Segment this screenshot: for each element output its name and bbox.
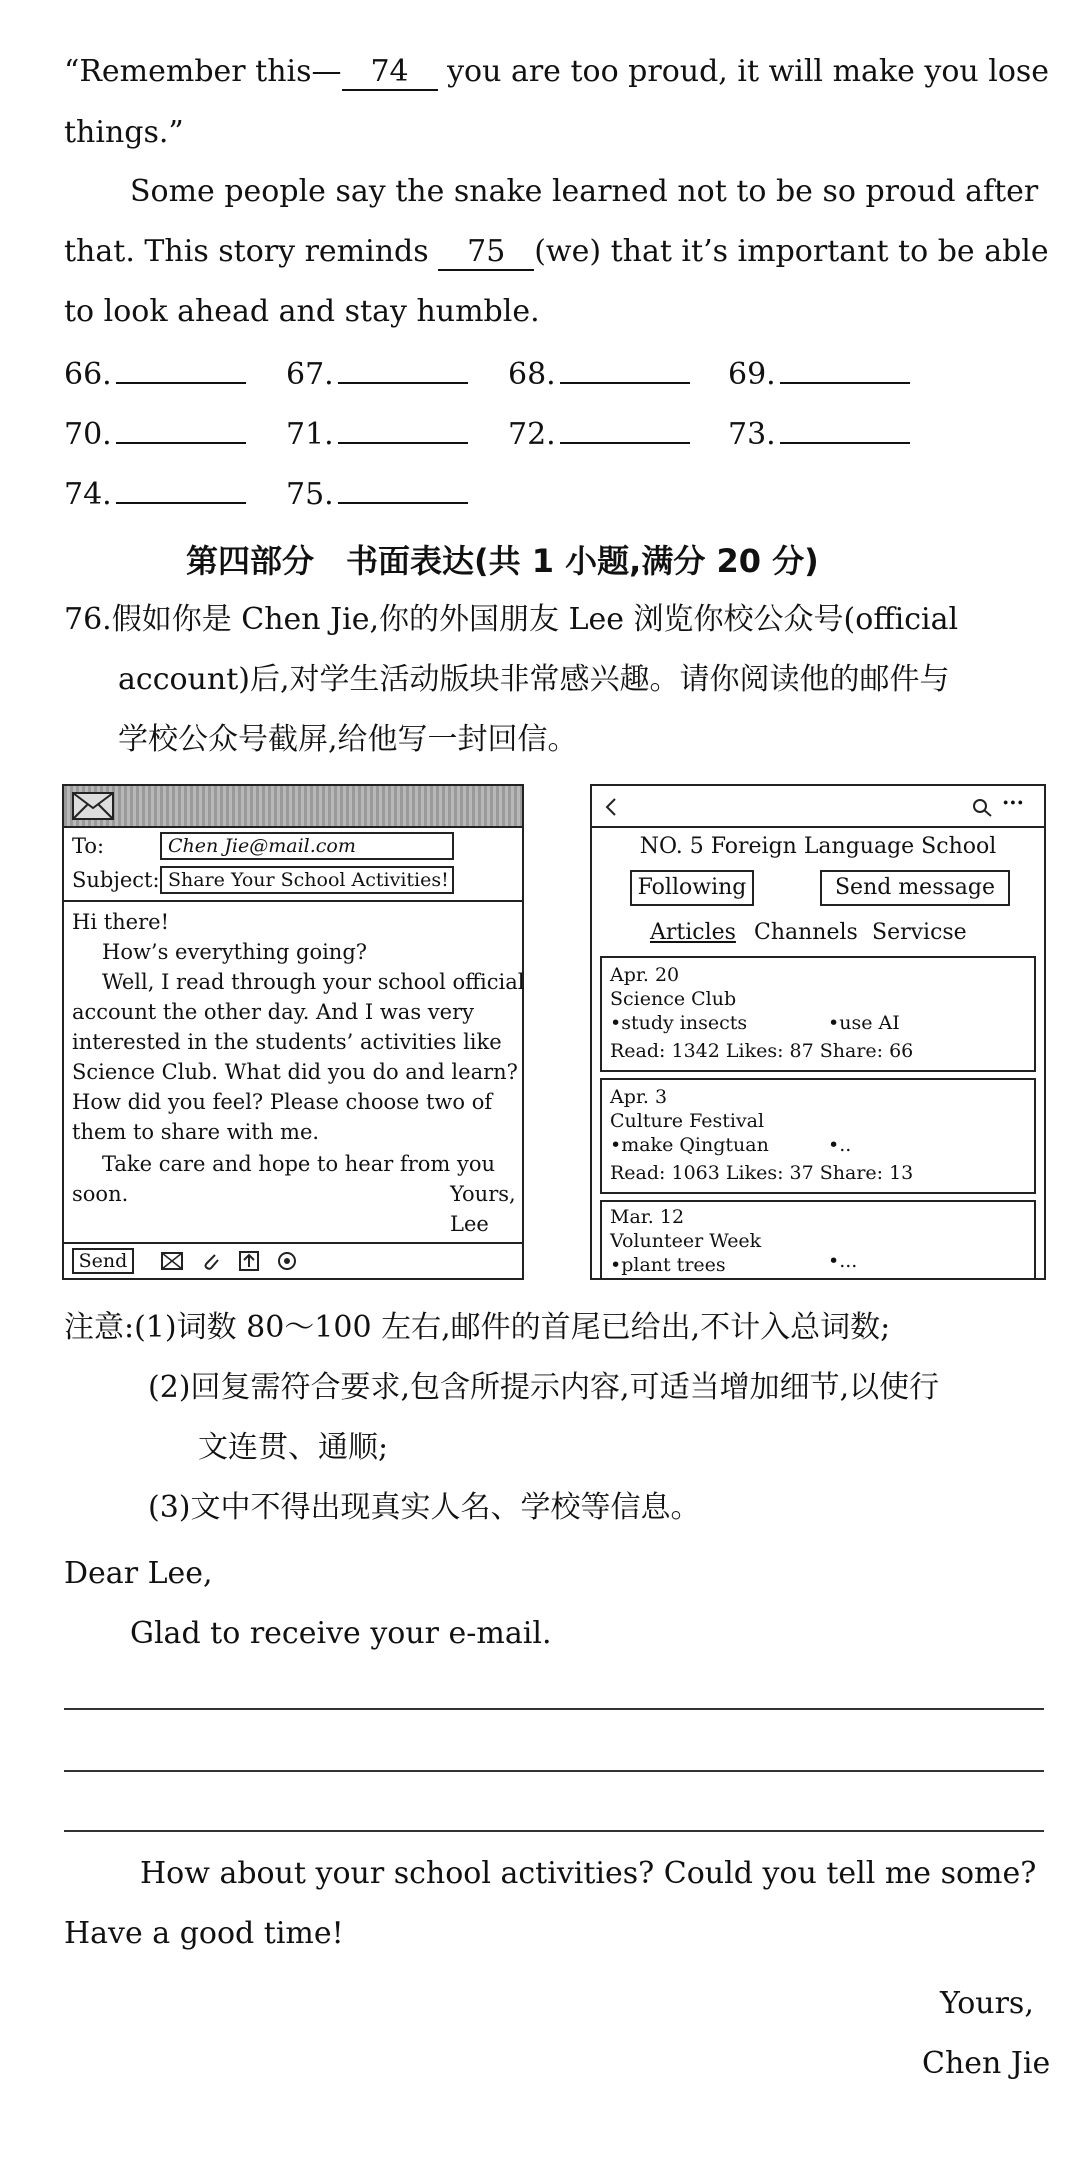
school-name: NO. 5 Foreign Language School (639, 834, 997, 859)
answer-70[interactable] (64, 416, 246, 452)
more-icon[interactable]: ··· (1002, 790, 1024, 815)
answer-line (338, 356, 468, 384)
answer-line (560, 356, 690, 384)
answer-number: 72. (508, 417, 556, 452)
following-button[interactable]: Following (630, 870, 754, 906)
post-stats: Read: 1342 Likes: 87 Share: 66 (610, 1040, 914, 1062)
post-date: Apr. 20 (610, 964, 680, 986)
note-2-cont: 文连贯、通顺; (198, 1430, 389, 1465)
question-number: 76. (64, 602, 112, 637)
post-title: Science Club (610, 988, 737, 1010)
answer-line (116, 356, 246, 384)
answer-68[interactable] (508, 356, 690, 392)
answer-73[interactable] (728, 416, 910, 452)
post-item: •plant trees (610, 1254, 726, 1276)
passage-text: “Remember this— (64, 54, 342, 89)
passage-line-4 (64, 232, 1049, 272)
post-card[interactable] (600, 956, 1036, 1072)
email-body-line: Hi there! (72, 910, 170, 934)
post-item: •.. (828, 1134, 852, 1156)
writing-line[interactable] (64, 1830, 1044, 1832)
passage-line-3: Some people say the snake learned not to be so proud after (130, 174, 1039, 209)
blank-74: 74 (342, 55, 438, 91)
post-item: •study insects (610, 1012, 748, 1034)
email-body-line: How’s everything going? (102, 940, 368, 964)
email-body-line: account the other day. And I was very (72, 1000, 474, 1024)
answer-line (338, 416, 468, 444)
post-item: •... (828, 1250, 858, 1272)
email-body-line: Well, I read through your school official (102, 970, 525, 994)
post-item: •make Qingtuan (610, 1134, 769, 1156)
answer-number: 67. (286, 357, 334, 392)
letter-opening: Glad to receive your e-mail. (130, 1616, 552, 1651)
letter-yours: Yours, (940, 1986, 1034, 2021)
email-body-line: Take care and hope to hear from you (102, 1152, 496, 1176)
post-card[interactable] (600, 1200, 1036, 1278)
upload-icon[interactable] (238, 1250, 260, 1272)
answer-line (116, 476, 246, 504)
answer-number: 73. (728, 417, 776, 452)
post-title: Culture Festival (610, 1110, 765, 1132)
back-chevron-icon[interactable] (602, 796, 620, 818)
answer-line (780, 356, 910, 384)
answer-number: 75. (286, 477, 334, 512)
envelope-icon (72, 792, 114, 820)
writing-line[interactable] (64, 1770, 1044, 1772)
email-body-line: them to share with me. (72, 1120, 320, 1144)
answer-number: 66. (64, 357, 112, 392)
settings-icon[interactable] (276, 1250, 298, 1272)
letter-name: Chen Jie (922, 2046, 1051, 2081)
email-title-bar (64, 786, 522, 828)
phone-screen (590, 784, 1046, 1280)
email-divider (64, 900, 522, 902)
email-body-line: soon. (72, 1182, 129, 1206)
answer-line (780, 416, 910, 444)
answer-75[interactable] (286, 476, 468, 512)
answer-number: 74. (64, 477, 112, 512)
answer-66[interactable] (64, 356, 246, 392)
letter-greeting: Dear Lee, (64, 1556, 213, 1591)
answer-number: 71. (286, 417, 334, 452)
passage-text: (we) that it’s important to be able (534, 234, 1049, 269)
answer-line (338, 476, 468, 504)
section-title: 第四部分 书面表达(共 1 小题,满分 20 分) (186, 542, 819, 580)
post-stats: Read: 1063 Likes: 37 Share: 13 (610, 1162, 914, 1184)
email-subject-field[interactable]: Share Your School Activities! (160, 866, 454, 894)
phone-header-divider (592, 826, 1044, 828)
email-subject-label: Subject: (72, 868, 160, 892)
note-2: (2)回复需符合要求,包含所提示内容,可适当增加细节,以使行 (148, 1370, 940, 1405)
email-to-label: To: (72, 834, 105, 858)
tab-services[interactable]: Servicse (872, 920, 967, 945)
passage-text: that. This story reminds (64, 234, 429, 269)
email-sign-yours: Yours, (450, 1182, 516, 1206)
passage-line-5: to look ahead and stay humble. (64, 294, 540, 329)
answer-72[interactable] (508, 416, 690, 452)
email-window (62, 784, 524, 1280)
passage-text: you are too proud, it will make you lose (447, 54, 1050, 89)
answer-69[interactable] (728, 356, 910, 392)
post-date: Apr. 3 (610, 1086, 668, 1108)
answer-line (116, 416, 246, 444)
send-button[interactable]: Send (72, 1248, 134, 1274)
email-to-field[interactable]: Chen Jie@mail.com (160, 832, 454, 860)
tab-channels[interactable]: Channels (754, 920, 858, 945)
attachment-icon[interactable] (200, 1250, 222, 1272)
blank-75: 75 (438, 235, 534, 271)
email-toolbar-divider (64, 1242, 522, 1244)
writing-line[interactable] (64, 1708, 1044, 1710)
letter-closing-1: How about your school activities? Could you tell me some? (140, 1856, 1037, 1891)
post-date: Mar. 12 (610, 1206, 685, 1228)
question-76-line-3: 学校公众号截屏,给他写一封回信。 (118, 722, 578, 757)
answer-line (560, 416, 690, 444)
email-sign-name: Lee (450, 1212, 489, 1236)
mail-icon[interactable] (160, 1250, 184, 1272)
search-icon[interactable] (970, 796, 994, 818)
answer-67[interactable] (286, 356, 468, 392)
question-76-line-2: account)后,对学生活动版块非常感兴趣。请你阅读他的邮件与 (118, 662, 950, 697)
answer-number: 70. (64, 417, 112, 452)
answer-number: 69. (728, 357, 776, 392)
passage-line-1 (64, 52, 1049, 92)
answer-74[interactable] (64, 476, 246, 512)
question-76-line-1 (64, 600, 958, 640)
post-card[interactable] (600, 1078, 1036, 1194)
answer-number: 68. (508, 357, 556, 392)
note-1: 注意:(1)词数 80～100 左右,邮件的首尾已给出,不计入总词数; (64, 1310, 891, 1345)
email-body-line: How did you feel? Please choose two of (72, 1090, 493, 1114)
post-title: Volunteer Week (610, 1230, 762, 1252)
question-text: 假如你是 Chen Jie,你的外国朋友 Lee 浏览你校公众号(official (111, 602, 959, 637)
note-3: (3)文中不得出现真实人名、学校等信息。 (148, 1490, 701, 1525)
send-message-button[interactable]: Send message (820, 870, 1010, 906)
tab-articles[interactable]: Articles (650, 920, 736, 945)
answer-71[interactable] (286, 416, 468, 452)
post-item: •use AI (828, 1012, 900, 1034)
passage-line-2: things.” (64, 115, 184, 150)
email-body-line: interested in the students’ activities like (72, 1030, 502, 1054)
email-body-line: Science Club. What did you do and learn? (72, 1060, 518, 1084)
letter-closing-2: Have a good time! (64, 1916, 344, 1951)
